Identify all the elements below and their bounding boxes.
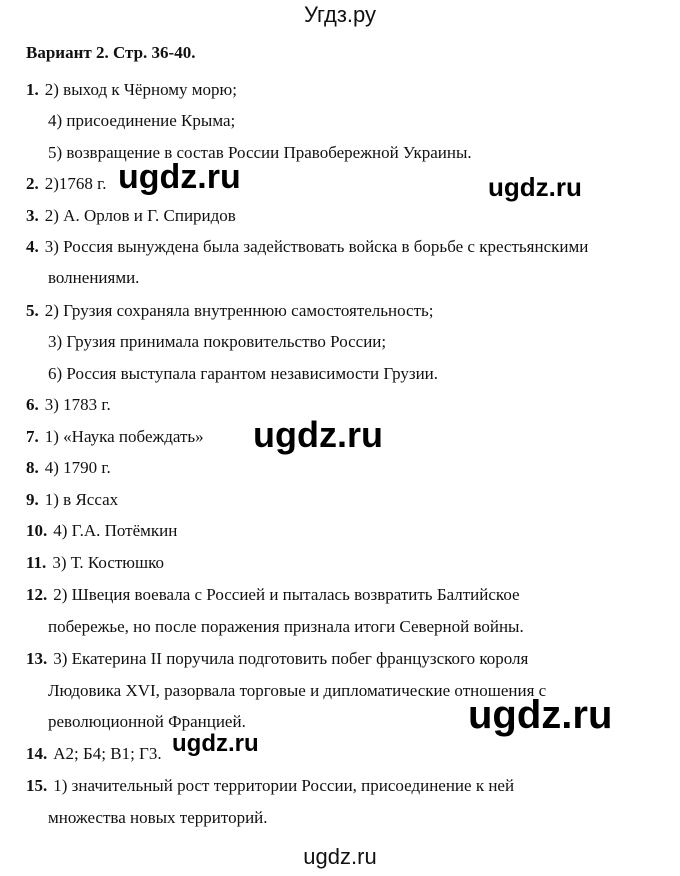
answer-number: 8. bbox=[26, 458, 39, 477]
answer-number: 13. bbox=[26, 649, 48, 668]
answer-13-line-3: революционной Францией. bbox=[48, 712, 246, 731]
variant-heading: Вариант 2. Стр. 36-40. bbox=[26, 43, 196, 62]
answer-number: 10. bbox=[26, 521, 48, 540]
answer-9 bbox=[26, 490, 118, 510]
answer-6 bbox=[26, 395, 111, 415]
answer-text: 3) Екатерина II поручила подготовить побег французского короля bbox=[53, 649, 529, 668]
answer-number: 3. bbox=[26, 206, 39, 225]
answer-15 bbox=[26, 776, 514, 796]
footer-site-name: ugdz.ru bbox=[303, 844, 377, 869]
answer-13-line-2: Людовика XVI, разорвала торговые и дипломатические отношения с bbox=[48, 681, 547, 700]
answer-4-line-2: волнениями. bbox=[48, 268, 140, 287]
watermark: ugdz.ru bbox=[253, 414, 383, 455]
answer-4 bbox=[26, 237, 588, 257]
site-title: Угдз.ру bbox=[303, 2, 377, 27]
answer-number: 14. bbox=[26, 744, 48, 763]
answer-12-line-2: побережье, но после поражения признала итоги Северной войны. bbox=[48, 617, 524, 636]
answer-text: А2; Б4; В1; Г3. bbox=[53, 744, 162, 763]
answer-text: 2) выход к Чёрному морю; bbox=[44, 80, 237, 99]
answer-text: 1) значительный рост территории России, присоединение к ней bbox=[53, 776, 515, 795]
answer-13 bbox=[26, 649, 528, 669]
answer-number: 4. bbox=[26, 237, 39, 256]
answer-14 bbox=[26, 744, 162, 764]
answer-number: 2. bbox=[26, 174, 39, 193]
answer-1 bbox=[26, 80, 237, 100]
answer-5-line-3: 6) Россия выступала гарантом независимости Грузии. bbox=[48, 364, 439, 383]
answer-2 bbox=[26, 174, 106, 194]
answer-text: 1) в Яссах bbox=[44, 490, 119, 509]
answer-number: 1. bbox=[26, 80, 39, 99]
answer-text: 4) 1790 г. bbox=[44, 458, 111, 477]
answer-11 bbox=[26, 553, 164, 573]
answer-text: 3) Т. Костюшко bbox=[52, 553, 164, 572]
answer-7 bbox=[26, 427, 204, 447]
answer-number: 5. bbox=[26, 301, 39, 320]
answer-text: 2) Грузия сохраняла внутреннюю самостоятельность; bbox=[44, 301, 434, 320]
answer-number: 9. bbox=[26, 490, 39, 509]
answer-number: 7. bbox=[26, 427, 39, 446]
answer-text: 1) «Наука побеждать» bbox=[44, 427, 204, 446]
answer-15-line-2: множества новых территорий. bbox=[48, 808, 268, 827]
answer-text: 3) Россия вынуждена была задействовать войска в борьбе с крестьянскими bbox=[44, 237, 589, 256]
answer-10 bbox=[26, 521, 177, 541]
answer-number: 12. bbox=[26, 585, 48, 604]
answer-text: 2) Швеция воевала с Россией и пыталась возвратить Балтийское bbox=[53, 585, 520, 604]
answer-5-line-2: 3) Грузия принимала покровительство России; bbox=[48, 332, 387, 351]
watermark: ugdz.ru bbox=[488, 172, 582, 202]
answer-number: 11. bbox=[26, 553, 47, 572]
answer-3 bbox=[26, 206, 236, 226]
watermark: ugdz.ru bbox=[172, 730, 259, 757]
answer-text: 2)1768 г. bbox=[44, 174, 107, 193]
answer-5 bbox=[26, 301, 434, 321]
watermark: ugdz.ru bbox=[468, 693, 613, 737]
answer-12 bbox=[26, 585, 520, 605]
answer-text: 3) 1783 г. bbox=[44, 395, 111, 414]
answer-text: 4) Г.А. Потёмкин bbox=[53, 521, 178, 540]
answer-text: 2) А. Орлов и Г. Спиридов bbox=[44, 206, 236, 225]
watermark: ugdz.ru bbox=[118, 158, 241, 196]
answer-number: 6. bbox=[26, 395, 39, 414]
answer-8 bbox=[26, 458, 111, 478]
answer-1-line-3: 5) возвращение в состав России Правобережной Украины. bbox=[48, 143, 472, 162]
answer-1-line-2: 4) присоединение Крыма; bbox=[48, 111, 236, 130]
answer-number: 15. bbox=[26, 776, 48, 795]
